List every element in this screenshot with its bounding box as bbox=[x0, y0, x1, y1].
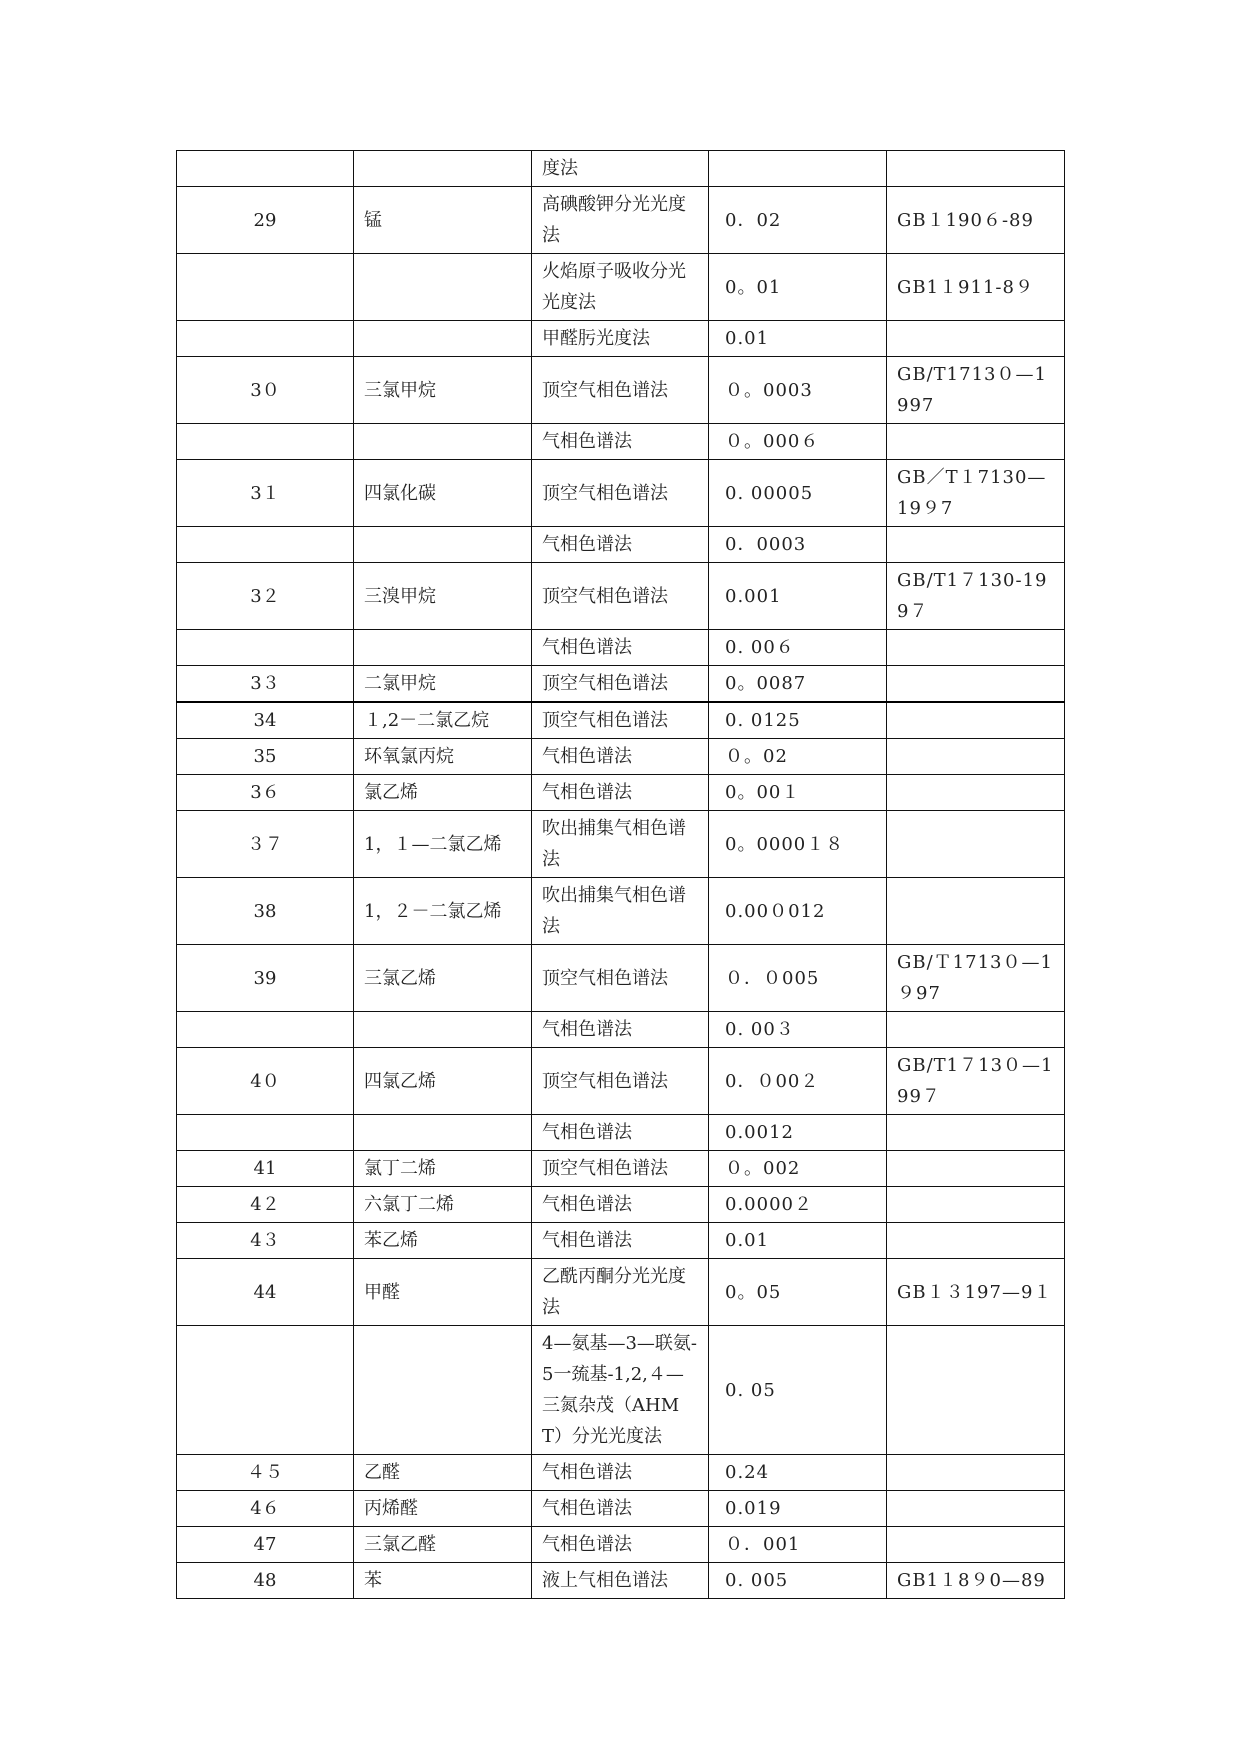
item-number-cell: 4０ bbox=[177, 1048, 354, 1115]
table-row bbox=[177, 321, 1065, 357]
detection-limit-cell: 0．0003 bbox=[709, 527, 887, 563]
test-method-cell: 顶空气相色谱法 bbox=[532, 702, 709, 739]
table-row bbox=[177, 1187, 1065, 1223]
test-method-cell: 气相色谱法 bbox=[532, 1491, 709, 1527]
standard-code-cell: GB１３197—9１ bbox=[887, 1259, 1065, 1326]
detection-limit-cell: ０。02 bbox=[709, 739, 887, 775]
substance-name-cell: 1，２－二氯乙烯 bbox=[354, 878, 532, 945]
item-number-cell bbox=[177, 1115, 354, 1151]
test-method-cell: 气相色谱法 bbox=[532, 630, 709, 666]
substance-name-cell: １,2－二氯乙烷 bbox=[354, 702, 532, 739]
item-number-cell: 3２ bbox=[177, 563, 354, 630]
test-method-cell: 顶空气相色谱法 bbox=[532, 357, 709, 424]
substance-name-cell: 丙烯醛 bbox=[354, 1491, 532, 1527]
detection-limit-cell: ０．０005 bbox=[709, 945, 887, 1012]
substance-name-cell: 二氯甲烷 bbox=[354, 666, 532, 703]
substance-name-cell: 四氯乙烯 bbox=[354, 1048, 532, 1115]
detection-limit-cell: 0. 05 bbox=[709, 1326, 887, 1455]
standard-code-cell bbox=[887, 666, 1065, 703]
detection-limit-cell: 0. 005 bbox=[709, 1563, 887, 1599]
standard-code-cell bbox=[887, 1455, 1065, 1491]
substance-name-cell: 三溴甲烷 bbox=[354, 563, 532, 630]
test-method-cell: 顶空气相色谱法 bbox=[532, 1048, 709, 1115]
test-method-cell: 气相色谱法 bbox=[532, 424, 709, 460]
substance-name-cell: 1，１—二氯乙烯 bbox=[354, 811, 532, 878]
item-number-cell: 39 bbox=[177, 945, 354, 1012]
standard-code-cell: GB/T1７130-199７ bbox=[887, 563, 1065, 630]
substance-name-cell bbox=[354, 254, 532, 321]
detection-limit-cell: 0. 00３ bbox=[709, 1012, 887, 1048]
item-number-cell bbox=[177, 1326, 354, 1455]
standard-code-cell bbox=[887, 527, 1065, 563]
substance-name-cell: 苯乙烯 bbox=[354, 1223, 532, 1259]
item-number-cell: 3１ bbox=[177, 460, 354, 527]
standard-code-cell bbox=[887, 702, 1065, 739]
table-row bbox=[177, 1048, 1065, 1115]
test-method-cell: 顶空气相色谱法 bbox=[532, 666, 709, 703]
standard-code-cell bbox=[887, 1527, 1065, 1563]
standard-code-cell: GB1１911-8９ bbox=[887, 254, 1065, 321]
table-row bbox=[177, 775, 1065, 811]
item-number-cell: 3３ bbox=[177, 666, 354, 703]
item-number-cell: 41 bbox=[177, 1151, 354, 1187]
detection-limit-cell: ０。002 bbox=[709, 1151, 887, 1187]
standard-code-cell bbox=[887, 1151, 1065, 1187]
test-method-cell: 顶空气相色谱法 bbox=[532, 563, 709, 630]
table-row bbox=[177, 630, 1065, 666]
detection-limit-cell: 0. 00005 bbox=[709, 460, 887, 527]
standard-code-cell bbox=[887, 1115, 1065, 1151]
detection-limit-cell: 0.019 bbox=[709, 1491, 887, 1527]
test-method-cell: 气相色谱法 bbox=[532, 1115, 709, 1151]
table-row bbox=[177, 424, 1065, 460]
substance-name-cell bbox=[354, 321, 532, 357]
table-row bbox=[177, 702, 1065, 739]
table-row bbox=[177, 1012, 1065, 1048]
detection-limit-cell: 0．02 bbox=[709, 187, 887, 254]
table-row bbox=[177, 1563, 1065, 1599]
detection-limit-cell: 0。00１ bbox=[709, 775, 887, 811]
substance-name-cell bbox=[354, 424, 532, 460]
detection-limit-cell: 0.0000２ bbox=[709, 1187, 887, 1223]
table-row bbox=[177, 666, 1065, 703]
item-number-cell bbox=[177, 151, 354, 187]
detection-limit-cell: 0.001 bbox=[709, 563, 887, 630]
detection-limit-cell bbox=[709, 151, 887, 187]
substance-name-cell: 锰 bbox=[354, 187, 532, 254]
test-method-cell: 顶空气相色谱法 bbox=[532, 1151, 709, 1187]
test-method-cell: 乙酰丙酮分光光度法 bbox=[532, 1259, 709, 1326]
detection-limit-cell: 0。05 bbox=[709, 1259, 887, 1326]
table-row bbox=[177, 187, 1065, 254]
item-number-cell: 29 bbox=[177, 187, 354, 254]
detection-limit-cell: 0.24 bbox=[709, 1455, 887, 1491]
item-number-cell: 4３ bbox=[177, 1223, 354, 1259]
standard-code-cell: GB/Ｔ1713０—1９97 bbox=[887, 945, 1065, 1012]
table-row bbox=[177, 151, 1065, 187]
table-row bbox=[177, 1455, 1065, 1491]
standard-code-cell bbox=[887, 878, 1065, 945]
substance-name-cell bbox=[354, 630, 532, 666]
table-row bbox=[177, 878, 1065, 945]
item-number-cell: 44 bbox=[177, 1259, 354, 1326]
table-row bbox=[177, 254, 1065, 321]
test-method-cell: 吹出捕集气相色谱法 bbox=[532, 878, 709, 945]
substance-name-cell bbox=[354, 151, 532, 187]
test-method-cell: 甲醛肟光度法 bbox=[532, 321, 709, 357]
detection-limit-cell: 0.01 bbox=[709, 1223, 887, 1259]
test-method-cell: 高碘酸钾分光光度法 bbox=[532, 187, 709, 254]
detection-limit-cell: 0. 00６ bbox=[709, 630, 887, 666]
standard-code-cell bbox=[887, 1187, 1065, 1223]
standard-code-cell bbox=[887, 1326, 1065, 1455]
standard-code-cell: GB/T1７13０—199７ bbox=[887, 1048, 1065, 1115]
item-number-cell bbox=[177, 1012, 354, 1048]
table-row bbox=[177, 563, 1065, 630]
standards-table bbox=[176, 150, 1065, 1599]
detection-limit-cell: ０。0003 bbox=[709, 357, 887, 424]
test-method-cell: 火焰原子吸收分光光度法 bbox=[532, 254, 709, 321]
standard-code-cell bbox=[887, 424, 1065, 460]
test-method-cell: 气相色谱法 bbox=[532, 527, 709, 563]
standard-code-cell bbox=[887, 630, 1065, 666]
substance-name-cell: 三氯甲烷 bbox=[354, 357, 532, 424]
item-number-cell: 34 bbox=[177, 702, 354, 739]
item-number-cell bbox=[177, 424, 354, 460]
substance-name-cell: 苯 bbox=[354, 1563, 532, 1599]
item-number-cell: 3０ bbox=[177, 357, 354, 424]
item-number-cell: 47 bbox=[177, 1527, 354, 1563]
standard-code-cell: GB1１8９0—89 bbox=[887, 1563, 1065, 1599]
standard-code-cell: GB１190６-89 bbox=[887, 187, 1065, 254]
test-method-cell: 吹出捕集气相色谱法 bbox=[532, 811, 709, 878]
item-number-cell bbox=[177, 321, 354, 357]
test-method-cell: 气相色谱法 bbox=[532, 1223, 709, 1259]
test-method-cell: 液上气相色谱法 bbox=[532, 1563, 709, 1599]
test-method-cell: 度法 bbox=[532, 151, 709, 187]
item-number-cell: 48 bbox=[177, 1563, 354, 1599]
substance-name-cell bbox=[354, 1115, 532, 1151]
substance-name-cell: 乙醛 bbox=[354, 1455, 532, 1491]
substance-name-cell bbox=[354, 1012, 532, 1048]
table-row bbox=[177, 1259, 1065, 1326]
table-row bbox=[177, 1326, 1065, 1455]
item-number-cell: 4６ bbox=[177, 1491, 354, 1527]
standard-code-cell bbox=[887, 775, 1065, 811]
test-method-cell: 顶空气相色谱法 bbox=[532, 460, 709, 527]
item-number-cell bbox=[177, 254, 354, 321]
substance-name-cell: 氯乙烯 bbox=[354, 775, 532, 811]
standard-code-cell bbox=[887, 1012, 1065, 1048]
test-method-cell: 气相色谱法 bbox=[532, 1187, 709, 1223]
test-method-cell: 气相色谱法 bbox=[532, 739, 709, 775]
detection-limit-cell: 0．０00２ bbox=[709, 1048, 887, 1115]
table-row bbox=[177, 527, 1065, 563]
standard-code-cell bbox=[887, 811, 1065, 878]
table-row bbox=[177, 460, 1065, 527]
substance-name-cell: 甲醛 bbox=[354, 1259, 532, 1326]
detection-limit-cell: 0.00０012 bbox=[709, 878, 887, 945]
detection-limit-cell: 0。0087 bbox=[709, 666, 887, 703]
test-method-cell: 气相色谱法 bbox=[532, 1455, 709, 1491]
item-number-cell: 35 bbox=[177, 739, 354, 775]
substance-name-cell: 四氯化碳 bbox=[354, 460, 532, 527]
standard-code-cell: GB/T1713０—1997 bbox=[887, 357, 1065, 424]
table-row bbox=[177, 1151, 1065, 1187]
test-method-cell: 气相色谱法 bbox=[532, 1527, 709, 1563]
detection-limit-cell: 0。0000１８ bbox=[709, 811, 887, 878]
substance-name-cell: 三氯乙烯 bbox=[354, 945, 532, 1012]
test-method-cell: 气相色谱法 bbox=[532, 775, 709, 811]
table-row bbox=[177, 811, 1065, 878]
item-number-cell: ３７ bbox=[177, 811, 354, 878]
table-row bbox=[177, 739, 1065, 775]
table-row bbox=[177, 1491, 1065, 1527]
table-row bbox=[177, 945, 1065, 1012]
detection-limit-cell: ０．001 bbox=[709, 1527, 887, 1563]
item-number-cell: 3６ bbox=[177, 775, 354, 811]
table-row bbox=[177, 1115, 1065, 1151]
detection-limit-cell: 0. 0125 bbox=[709, 702, 887, 739]
standard-code-cell: GB／T１7130—19９7 bbox=[887, 460, 1065, 527]
test-method-cell: 顶空气相色谱法 bbox=[532, 945, 709, 1012]
table-row bbox=[177, 1223, 1065, 1259]
item-number-cell bbox=[177, 630, 354, 666]
table-body bbox=[177, 151, 1065, 1599]
substance-name-cell bbox=[354, 527, 532, 563]
substance-name-cell bbox=[354, 1326, 532, 1455]
item-number-cell bbox=[177, 527, 354, 563]
test-method-cell: 4—氨基—3—联氨-5一巯基-1,2,４—三氮杂茂（AHMT）分光光度法 bbox=[532, 1326, 709, 1455]
detection-limit-cell: ０。000６ bbox=[709, 424, 887, 460]
substance-name-cell: 环氧氯丙烷 bbox=[354, 739, 532, 775]
standard-code-cell bbox=[887, 739, 1065, 775]
substance-name-cell: 三氯乙醛 bbox=[354, 1527, 532, 1563]
substance-name-cell: 六氯丁二烯 bbox=[354, 1187, 532, 1223]
detection-limit-cell: 0.01 bbox=[709, 321, 887, 357]
detection-limit-cell: 0.0012 bbox=[709, 1115, 887, 1151]
item-number-cell: 38 bbox=[177, 878, 354, 945]
table-row bbox=[177, 357, 1065, 424]
standard-code-cell bbox=[887, 151, 1065, 187]
table-row bbox=[177, 1527, 1065, 1563]
standard-code-cell bbox=[887, 1223, 1065, 1259]
item-number-cell: 4２ bbox=[177, 1187, 354, 1223]
detection-limit-cell: 0。01 bbox=[709, 254, 887, 321]
test-method-cell: 气相色谱法 bbox=[532, 1012, 709, 1048]
item-number-cell: ４５ bbox=[177, 1455, 354, 1491]
standard-code-cell bbox=[887, 1491, 1065, 1527]
standard-code-cell bbox=[887, 321, 1065, 357]
substance-name-cell: 氯丁二烯 bbox=[354, 1151, 532, 1187]
